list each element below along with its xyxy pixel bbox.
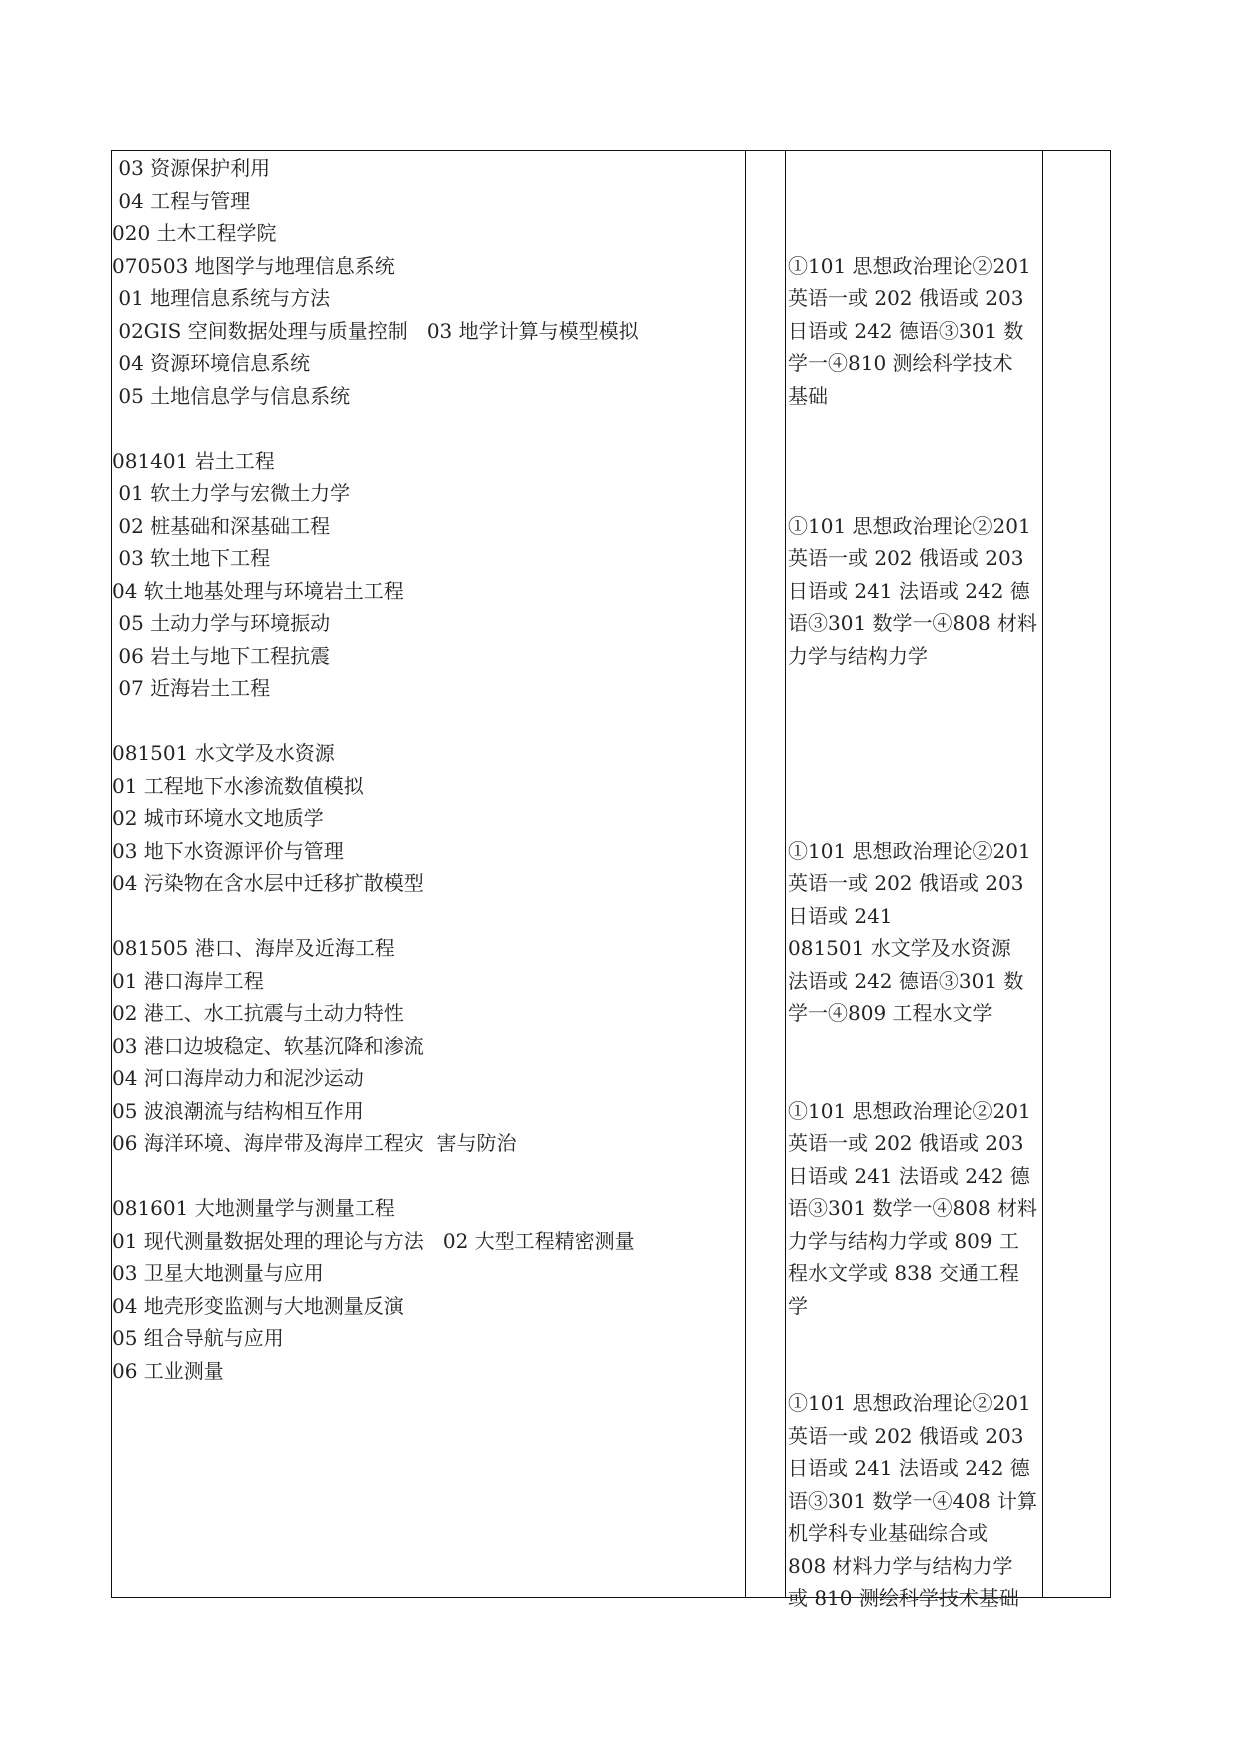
direction-line: 03 软土地下工程 (112, 546, 271, 570)
exam-line: ①101 思想政治理论②201 (788, 1098, 1031, 1123)
exam-line: 语③301 数学一④408 计算 (788, 1488, 1038, 1513)
program-table (111, 150, 1111, 1610)
direction-line: 04 软土地基处理与环境岩土工程 (112, 578, 404, 603)
direction-line: 07 近海岩土工程 (112, 676, 271, 700)
exam-line: ①101 思想政治理论②201 (788, 1391, 1031, 1415)
direction-line: 06 海洋环境、海岸带及海岸工程灾 害与防治 (112, 1131, 517, 1155)
enrollment-column (746, 151, 786, 1597)
direction-line: 01 地理信息系统与方法 (112, 286, 331, 310)
exam-line: 日语或 241 法语或 242 德 (788, 578, 1030, 603)
exam-line: ①101 思想政治理论②201 (788, 838, 1031, 863)
exam-line: 英语一或 202 俄语或 203 (788, 286, 1024, 310)
direction-line: 02 港工、水工抗震与土动力特性 (112, 1001, 404, 1025)
direction-line: 03 港口边坡稳定、软基沉降和渗流 (112, 1033, 424, 1058)
exam-line: ①101 思想政治理论②201 (788, 513, 1031, 538)
direction-line: 04 污染物在含水层中迁移扩散模型 (112, 871, 424, 895)
direction-line: 06 工业测量 (112, 1358, 224, 1383)
exam-line: 日语或 242 德语③301 数 (788, 318, 1024, 343)
direction-line: 081505 港口、海岸及近海工程 (112, 936, 395, 960)
direction-line: 06 岩土与地下工程抗震 (112, 643, 331, 668)
direction-line: 01 软土力学与宏微土力学 (112, 481, 351, 505)
exam-line: 英语一或 202 俄语或 203 (788, 546, 1024, 570)
direction-line: 081601 大地测量学与测量工程 (112, 1196, 395, 1220)
exam-line: 基础 (788, 383, 828, 408)
direction-line: 01 工程地下水渗流数值模拟 (112, 773, 364, 798)
exam-line: 日语或 241 (788, 903, 893, 928)
exam-line: ①101 思想政治理论②201 (788, 253, 1031, 278)
direction-line: 02 桩基础和深基础工程 (112, 513, 331, 538)
direction-line: 081501 水文学及水资源 (112, 741, 335, 765)
direction-line: 04 工程与管理 (112, 188, 251, 213)
exam-line: 学一④809 工程水文学 (788, 1001, 993, 1025)
exam-line: 程水文学或 838 交通工程 (788, 1261, 1019, 1285)
exam-line: 学一④810 测绘科学技术 (788, 351, 1013, 375)
exam-line: 日语或 241 法语或 242 德 (788, 1456, 1030, 1480)
exam-line: 或 810 测绘科学技术基础 (788, 1586, 1019, 1610)
direction-line: 05 波浪潮流与结构相互作用 (112, 1098, 364, 1123)
direction-line: 04 河口海岸动力和泥沙运动 (112, 1066, 364, 1090)
direction-line: 020 土木工程学院 (112, 221, 277, 245)
direction-line: 02 城市环境水文地质学 (112, 806, 324, 830)
direction-line: 04 资源环境信息系统 (112, 351, 311, 375)
direction-line: 01 港口海岸工程 (112, 968, 264, 993)
direction-line: 070503 地图学与地理信息系统 (112, 253, 395, 278)
direction-line: 03 资源保护利用 (112, 156, 271, 180)
exam-line: 081501 水文学及水资源 (788, 936, 1011, 960)
exam-line: 英语一或 202 俄语或 203 (788, 1131, 1024, 1155)
direction-line: 05 组合导航与应用 (112, 1326, 284, 1350)
exam-line: 英语一或 202 俄语或 203 (788, 871, 1024, 895)
exam-line: 日语或 241 法语或 242 德 (788, 1163, 1030, 1188)
direction-line: 05 土地信息学与信息系统 (112, 383, 351, 408)
exam-line: 法语或 242 德语③301 数 (788, 968, 1024, 993)
direction-line: 01 现代测量数据处理的理论与方法 02 大型工程精密测量 (112, 1228, 635, 1253)
exam-line: 力学与结构力学或 809 工 (788, 1228, 1019, 1253)
direction-line: 05 土动力学与环境振动 (112, 611, 331, 635)
exam-line: 机学科专业基础综合或 (788, 1521, 988, 1545)
research-direction-column (112, 151, 746, 1597)
exam-line: 808 材料力学与结构力学 (788, 1553, 1013, 1578)
exam-line: 学 (788, 1293, 808, 1318)
exam-subjects-column (786, 151, 1043, 1610)
direction-line: 03 卫星大地测量与应用 (112, 1261, 324, 1285)
exam-line: 语③301 数学一④808 材料 (788, 1196, 1038, 1220)
exam-line: 语③301 数学一④808 材料 (788, 611, 1038, 635)
direction-line: 081401 岩土工程 (112, 448, 275, 473)
exam-line: 英语一或 202 俄语或 203 (788, 1423, 1024, 1448)
direction-line: 02GIS 空间数据处理与质量控制 03 地学计算与模型模拟 (112, 318, 639, 343)
remarks-column (1043, 151, 1110, 1597)
direction-line: 04 地壳形变监测与大地测量反演 (112, 1293, 404, 1318)
exam-line: 力学与结构力学 (788, 643, 928, 668)
direction-line: 03 地下水资源评价与管理 (112, 838, 344, 863)
